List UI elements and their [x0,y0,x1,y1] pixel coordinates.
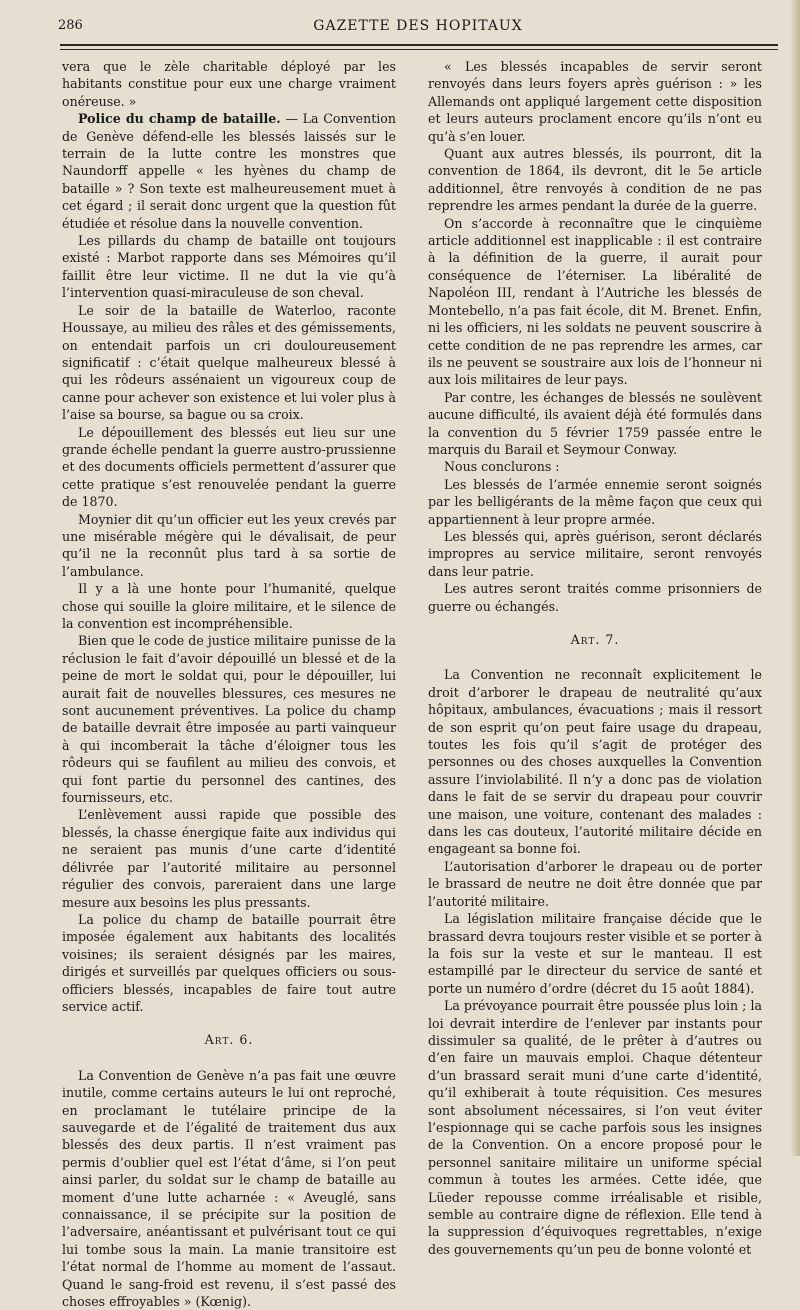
paragraph-text: vera que le zèle charitable déployé par les habitants constitue pour eux une charge vraiment onéreuse. » [62,59,396,109]
paragraph-text: Quant aux autres blessés, ils pourront, dit la convention de 1864, ils devront, dit le 5e article additionnel, être renvoyés à condition de ne pas reprendre les armes pendant la durée de la guerre. [428,146,762,214]
paragraph [62,580,396,632]
paragraph-text: Les autres seront traités comme prisonniers de guerre ou échangés. [428,581,762,614]
header-rule-thin [60,49,778,50]
paragraph-text: Nous conclurons : [444,459,560,475]
paragraph [62,424,396,511]
paragraph [428,476,762,528]
paragraph-text: La Convention ne reconnaît explicitement le droit d’arborer le drapeau de neutralité qu’aux hôpitaux, ambulances, évacuations ; mais il ressort de son esprit qu’on peut faire usage du drapeau, toutes les fois qu’il s’agit de protéger des personnes ou des choses auxquelles la Convention assure l’inviolabilité. Il n’y a donc pas de violation dans le fait de se servir du drapeau pour couvrir une maison, une voiture, contenant des malades : dans les cas douteux, l’autorité militaire décide en engageant sa bonne foi. [428,667,762,857]
paragraph [428,666,762,857]
paragraph-text: La police du champ de bataille pourrait être imposée également aux habitants des localités voisines; ils seraient désignés par les maires, dirigés et surveillés par quelques officiers ou sous-officiers blessés, incapables de faire tout autre service actif. [62,911,396,1014]
section-heading: Art. 7. [570,632,620,647]
paragraph-text: Les pillards du champ de bataille ont toujours existé : Marbot rapporte dans ses Mémoires qu’il faillit être leur victime. Il ne dut la vie qu’à l’intervention quasi-miraculeuse de son cheval. [62,233,396,301]
paragraph [62,511,396,581]
paragraph [62,58,396,110]
paragraph-text: Le soir de la bataille de Waterloo, raconte Houssaye, au milieu des râles et des gémissements, on entendait parfois un cri douloureusement significatif : c’était quelque malheureux blessé à qui les rôdeurs assénaient un vigoureux coup de canne pour achever son existence et lui voler plus à l’aise sa bourse, sa bague ou sa croix. [62,302,396,423]
paragraph [62,302,396,424]
paragraph [428,997,762,1258]
paragraph-text: L’autorisation d’arborer le drapeau ou de porter le brassard de neutre ne doit être donnée que par l’autorité militaire. [428,858,762,909]
paragraph [428,580,762,615]
paragraph-text: Par contre, les échanges de blessés ne soulèvent aucune difficulté, ils avaient déjà été formulés dans la convention du 5 février 1759 passée entre le marquis du Barail et Seymour Conway. [428,389,762,457]
paragraph-text: Bien que le code de justice militaire punisse de la réclusion le fait d’avoir dépouillé un blessé et de la peine de mort le soldat qui, pour le dépouiller, lui aurait fait de nouvelles blessures, ces mesures ne sont aucunement préventives. La police du champ de bataille devrait être imposée au parti vainqueur à qui incomberait la tâche d’éloigner tous les rôdeurs qui se faufilent au milieu des convois, et qui font partie du personnel des cantines, des fournisseurs, etc. [62,633,396,806]
paragraph [62,911,396,1015]
paragraph [428,145,762,215]
paragraph-text: Les blessés de l’armée ennemie seront soignés par les belligérants de la même façon que ceux qui appartiennent à leur propre armée. [428,476,762,527]
left-column [62,58,396,1310]
paragraph [428,858,762,910]
paragraph [428,528,762,580]
paragraph-text: Le dépouillement des blessés eut lieu sur une grande échelle pendant la guerre austro-prussienne et des documents officiels permettent d’assurer que cette pratique s’est renouvelée pendant la guerre de 1870. [62,424,396,510]
paragraph [428,215,762,389]
paragraph-text: La législation militaire française décide que le brassard devra toujours rester visible et se porter à la fois sur la veste et sur le manteau. Il est estampillé par le directeur du service de santé et porte un numéro d’ordre (décret du 15 août 1884). [428,911,762,996]
right-column [428,58,762,1258]
paragraph [62,232,396,302]
paragraph-text: L’enlèvement aussi rapide que possible des blessés, la chasse énergique faite aux individus qui ne seraient pas munis d’une carte d’identité délivrée par l’autorité militaire au personnel régulier des convois, pareraient dans une large mesure aux besoins les plus pressants. [62,807,396,910]
paragraph [62,1067,396,1310]
page-header [58,16,778,38]
paragraph-text: Les blessés qui, après guérison, seront déclarés impropres au service militaire, seront renvoyés dans leur patrie. [428,528,762,579]
paragraph-text: La Convention de Genève n’a pas fait une œuvre inutile, comme certains auteurs le lui ont reproché, en proclamant le tutélaire principe de la sauvegarde et de l’égalité de traitement dus aux blessés des deux partis. Il n’est vraiment pas permis d’oublier quel est l’état d’âme, si l’on peut ainsi parler, du soldat sur le champ de bataille au moment d’une lutte acharnée : « Aveuglé, sans connaissance, il se précipite sur la position de l’adversaire, anéantissant et pulvérisant tout ce qui lui tombe sous la main. La manie transitoire est l’état normal de l’homme au moment de l’assaut. Quand le sang-froid est revenu, il s’est passé des choses effroyables » (Kœnig). [62,1067,396,1310]
section-heading: Art. 6. [204,1032,254,1048]
paragraph [428,910,762,997]
paragraph-text: On s’accorde à reconnaître que le cinquième article additionnel est inapplicable : il est contraire à la définition de la guerre, il aurait pour conséquence de l’éterniser. La libéralité de Napoléon III, rendant à l’Autriche les blessés de Montebello, n’a pas fait école, dit M. Brenet. Enfin, ni les officiers, ni les soldats ne peuvent souscrire à cette condition de ne pas reprendre les armes, car ils ne peuvent se soustraire aux lois de l’honneur ni aux lois militaires de leur pays. [428,215,762,388]
paragraph [62,110,396,232]
paragraph [62,806,396,910]
paragraph-text: — La Convention de Genève défend-elle les blessés laissés sur le terrain de la lutte contre les monstres que Naundorff appelle « les hyènes du champ de bataille » ? Son texte est malheureusement muet à cet égard ; il serait donc urgent que la question fût étudiée et résolue dans la nouvelle convention. [62,111,396,231]
paragraph-heading: Police du champ de bataille. [78,111,281,127]
paragraph-text: « Les blessés incapables de servir seront renvoyés dans leurs foyers après guérison : » les Allemands ont appliqué largement cette disposition et leurs auteurs proclament encore qu’ils n’ont eu qu’à s’en louer. [428,59,762,144]
paragraph-text: Moynier dit qu’un officier eut les yeux crevés par une misérable mégère qui le dévalisait, de peur qu’il ne la reconnût plus tard à sa sortie de l’ambulance. [62,511,396,579]
page-number: 286 [58,18,83,33]
paragraph [428,458,762,475]
page-edge-shadow [790,0,800,1156]
paragraph [428,389,762,459]
paragraph [428,58,762,145]
running-title: GAZETTE DES HOPITAUX [313,18,523,34]
paragraph-text: Il y a là une honte pour l’humanité, quelque chose qui souille la gloire militaire, et le silence de la convention est incompréhensible. [62,581,396,631]
paragraph [62,632,396,806]
paragraph-text: La prévoyance pourrait être poussée plus loin ; la loi devrait interdire de l’enlever par instants pour dissimuler sa qualité, de le prêter à d’autres ou d’en faire un mauvais emploi. Chaque détenteur d’un brassard serait muni d’une carte d’identité, qu’il exhiberait à toute réquisition. Ces mesures sont absolument nécessaires, si l’on veut éviter l’espionnage qui se cache parfois sous les insignes de la Convention. On a encore proposé pour le personnel sanitaire militaire un uniforme spécial commun à toutes les armées. Cette idée, que Lüeder repousse comme irréalisable et risible, semble au contraire digne de réflexion. Elle tend à la suppression d’équivoques regrettables, n’exige des gouvernements qu’un peu de bonne volonté et [428,998,762,1257]
header-rule [60,44,778,46]
